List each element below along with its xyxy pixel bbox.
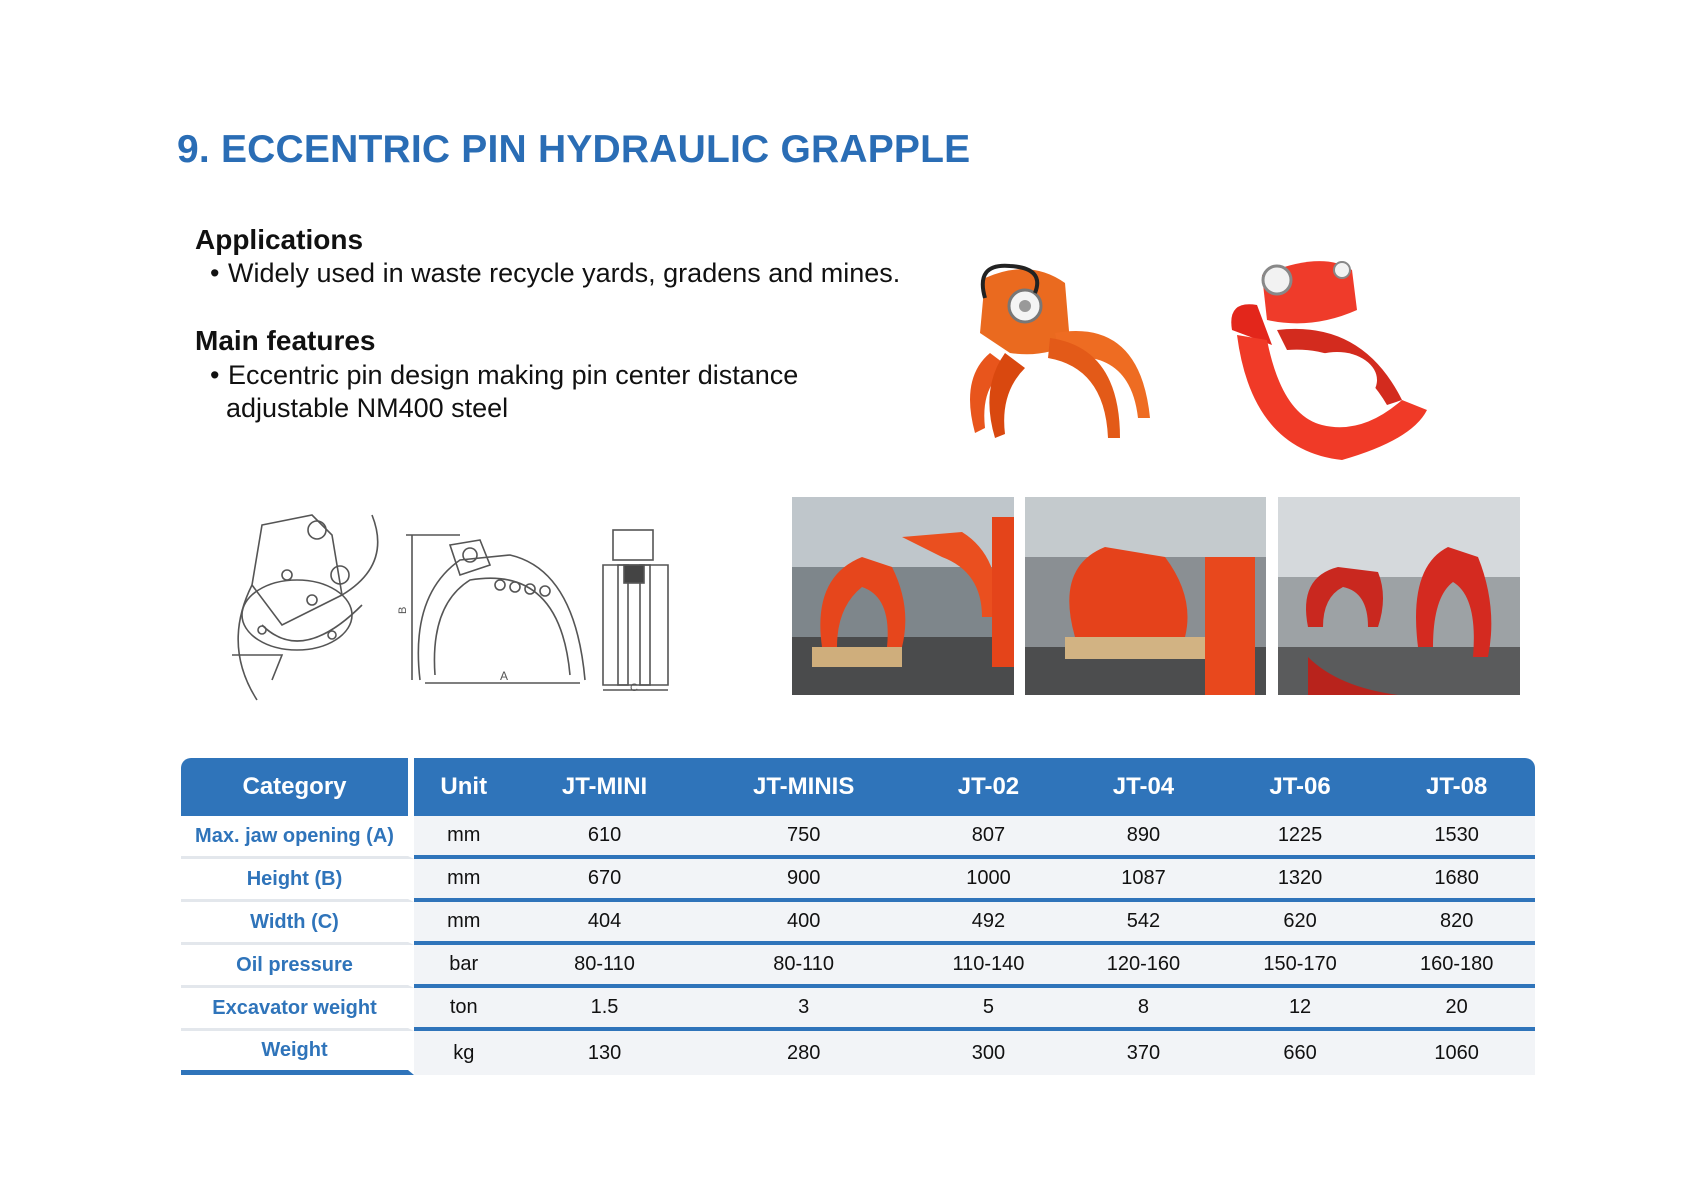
table-cell-value: 1680 — [1378, 859, 1535, 902]
table-cell-value: 80-110 — [696, 945, 912, 988]
features-item-continuation: adjustable NM400 steel — [226, 393, 509, 423]
table-cell-unit: bar — [414, 945, 514, 988]
table-row — [181, 1031, 1535, 1075]
table-header-cell: JT-MINIS — [696, 758, 912, 816]
table-row — [181, 816, 1535, 859]
table-header-row — [181, 758, 1535, 816]
grapple-product-image-1 — [950, 258, 1180, 470]
factory-photo-2 — [1025, 497, 1266, 695]
table-cell-category: Height (B) — [181, 859, 414, 902]
bullet-icon: • — [210, 258, 220, 288]
table-cell-value: 400 — [696, 902, 912, 945]
table-cell-category: Max. jaw opening (A) — [181, 816, 414, 859]
table-cell-value: 807 — [912, 816, 1065, 859]
table-cell-value: 300 — [912, 1031, 1065, 1075]
table-cell-value: 820 — [1378, 902, 1535, 945]
dimension-label-c: C — [630, 682, 638, 694]
technical-drawing-front — [397, 525, 600, 690]
applications-item-text: Widely used in waste recycle yards, gradens and mines. — [228, 258, 901, 288]
table-cell-unit: mm — [414, 859, 514, 902]
table-row — [181, 902, 1535, 945]
table-cell-value: 1225 — [1222, 816, 1379, 859]
table-cell-value: 542 — [1065, 902, 1222, 945]
table-row — [181, 988, 1535, 1031]
table-cell-value: 5 — [912, 988, 1065, 1031]
table-header-cell: JT-04 — [1065, 758, 1222, 816]
table-cell-unit: kg — [414, 1031, 514, 1075]
technical-drawing-side — [222, 505, 387, 705]
table-cell-value: 404 — [514, 902, 696, 945]
table-header-cell: JT-08 — [1378, 758, 1535, 816]
table-cell-value: 120-160 — [1065, 945, 1222, 988]
table-cell-value: 1087 — [1065, 859, 1222, 902]
applications-heading: Applications — [195, 224, 364, 255]
table-cell-value: 492 — [912, 902, 1065, 945]
table-cell-value: 150-170 — [1222, 945, 1379, 988]
applications-item — [210, 256, 900, 290]
table-row — [181, 859, 1535, 902]
table-row — [181, 945, 1535, 988]
spec-table — [181, 758, 1535, 1075]
table-header-cell: Unit — [414, 758, 514, 816]
table-cell-value: 110-140 — [912, 945, 1065, 988]
table-cell-value: 1320 — [1222, 859, 1379, 902]
table-cell-value: 620 — [1222, 902, 1379, 945]
dimension-label-b: B — [397, 606, 409, 614]
table-cell-value: 1060 — [1378, 1031, 1535, 1075]
table-cell-value: 12 — [1222, 988, 1379, 1031]
table-header-cell: Category — [181, 758, 414, 816]
factory-photo-3 — [1278, 497, 1520, 695]
table-cell-value: 900 — [696, 859, 912, 902]
features-heading: Main features — [195, 325, 376, 356]
table-cell-value: 8 — [1065, 988, 1222, 1031]
table-cell-value: 20 — [1378, 988, 1535, 1031]
table-cell-value: 1.5 — [514, 988, 696, 1031]
table-cell-value: 1530 — [1378, 816, 1535, 859]
factory-photo-1 — [792, 497, 1014, 695]
table-cell-value: 660 — [1222, 1031, 1379, 1075]
table-header-cell: JT-MINI — [514, 758, 696, 816]
table-cell-value: 890 — [1065, 816, 1222, 859]
table-cell-value: 370 — [1065, 1031, 1222, 1075]
features-item-text: Eccentric pin design making pin center distance — [228, 360, 799, 390]
table-cell-unit: mm — [414, 902, 514, 945]
table-cell-category: Excavator weight — [181, 988, 414, 1031]
table-cell-value: 160-180 — [1378, 945, 1535, 988]
table-cell-value: 610 — [514, 816, 696, 859]
table-cell-value: 130 — [514, 1031, 696, 1075]
table-cell-unit: ton — [414, 988, 514, 1031]
dimension-label-a: A — [500, 669, 509, 683]
table-cell-value: 280 — [696, 1031, 912, 1075]
table-header-cell: JT-06 — [1222, 758, 1379, 816]
table-cell-value: 750 — [696, 816, 912, 859]
table-cell-value: 3 — [696, 988, 912, 1031]
table-cell-category: Width (C) — [181, 902, 414, 945]
table-header-cell: JT-02 — [912, 758, 1065, 816]
table-cell-category: Weight — [181, 1031, 414, 1075]
table-cell-category: Oil pressure — [181, 945, 414, 988]
bullet-icon: • — [210, 360, 220, 390]
grapple-product-image-2 — [1212, 250, 1442, 468]
table-cell-value: 670 — [514, 859, 696, 902]
table-cell-value: 1000 — [912, 859, 1065, 902]
page-title: 9. ECCENTRIC PIN HYDRAULIC GRAPPLE — [177, 128, 971, 171]
technical-drawing-end — [598, 525, 678, 695]
table-cell-value: 80-110 — [514, 945, 696, 988]
table-cell-unit: mm — [414, 816, 514, 859]
features-item — [210, 358, 798, 392]
